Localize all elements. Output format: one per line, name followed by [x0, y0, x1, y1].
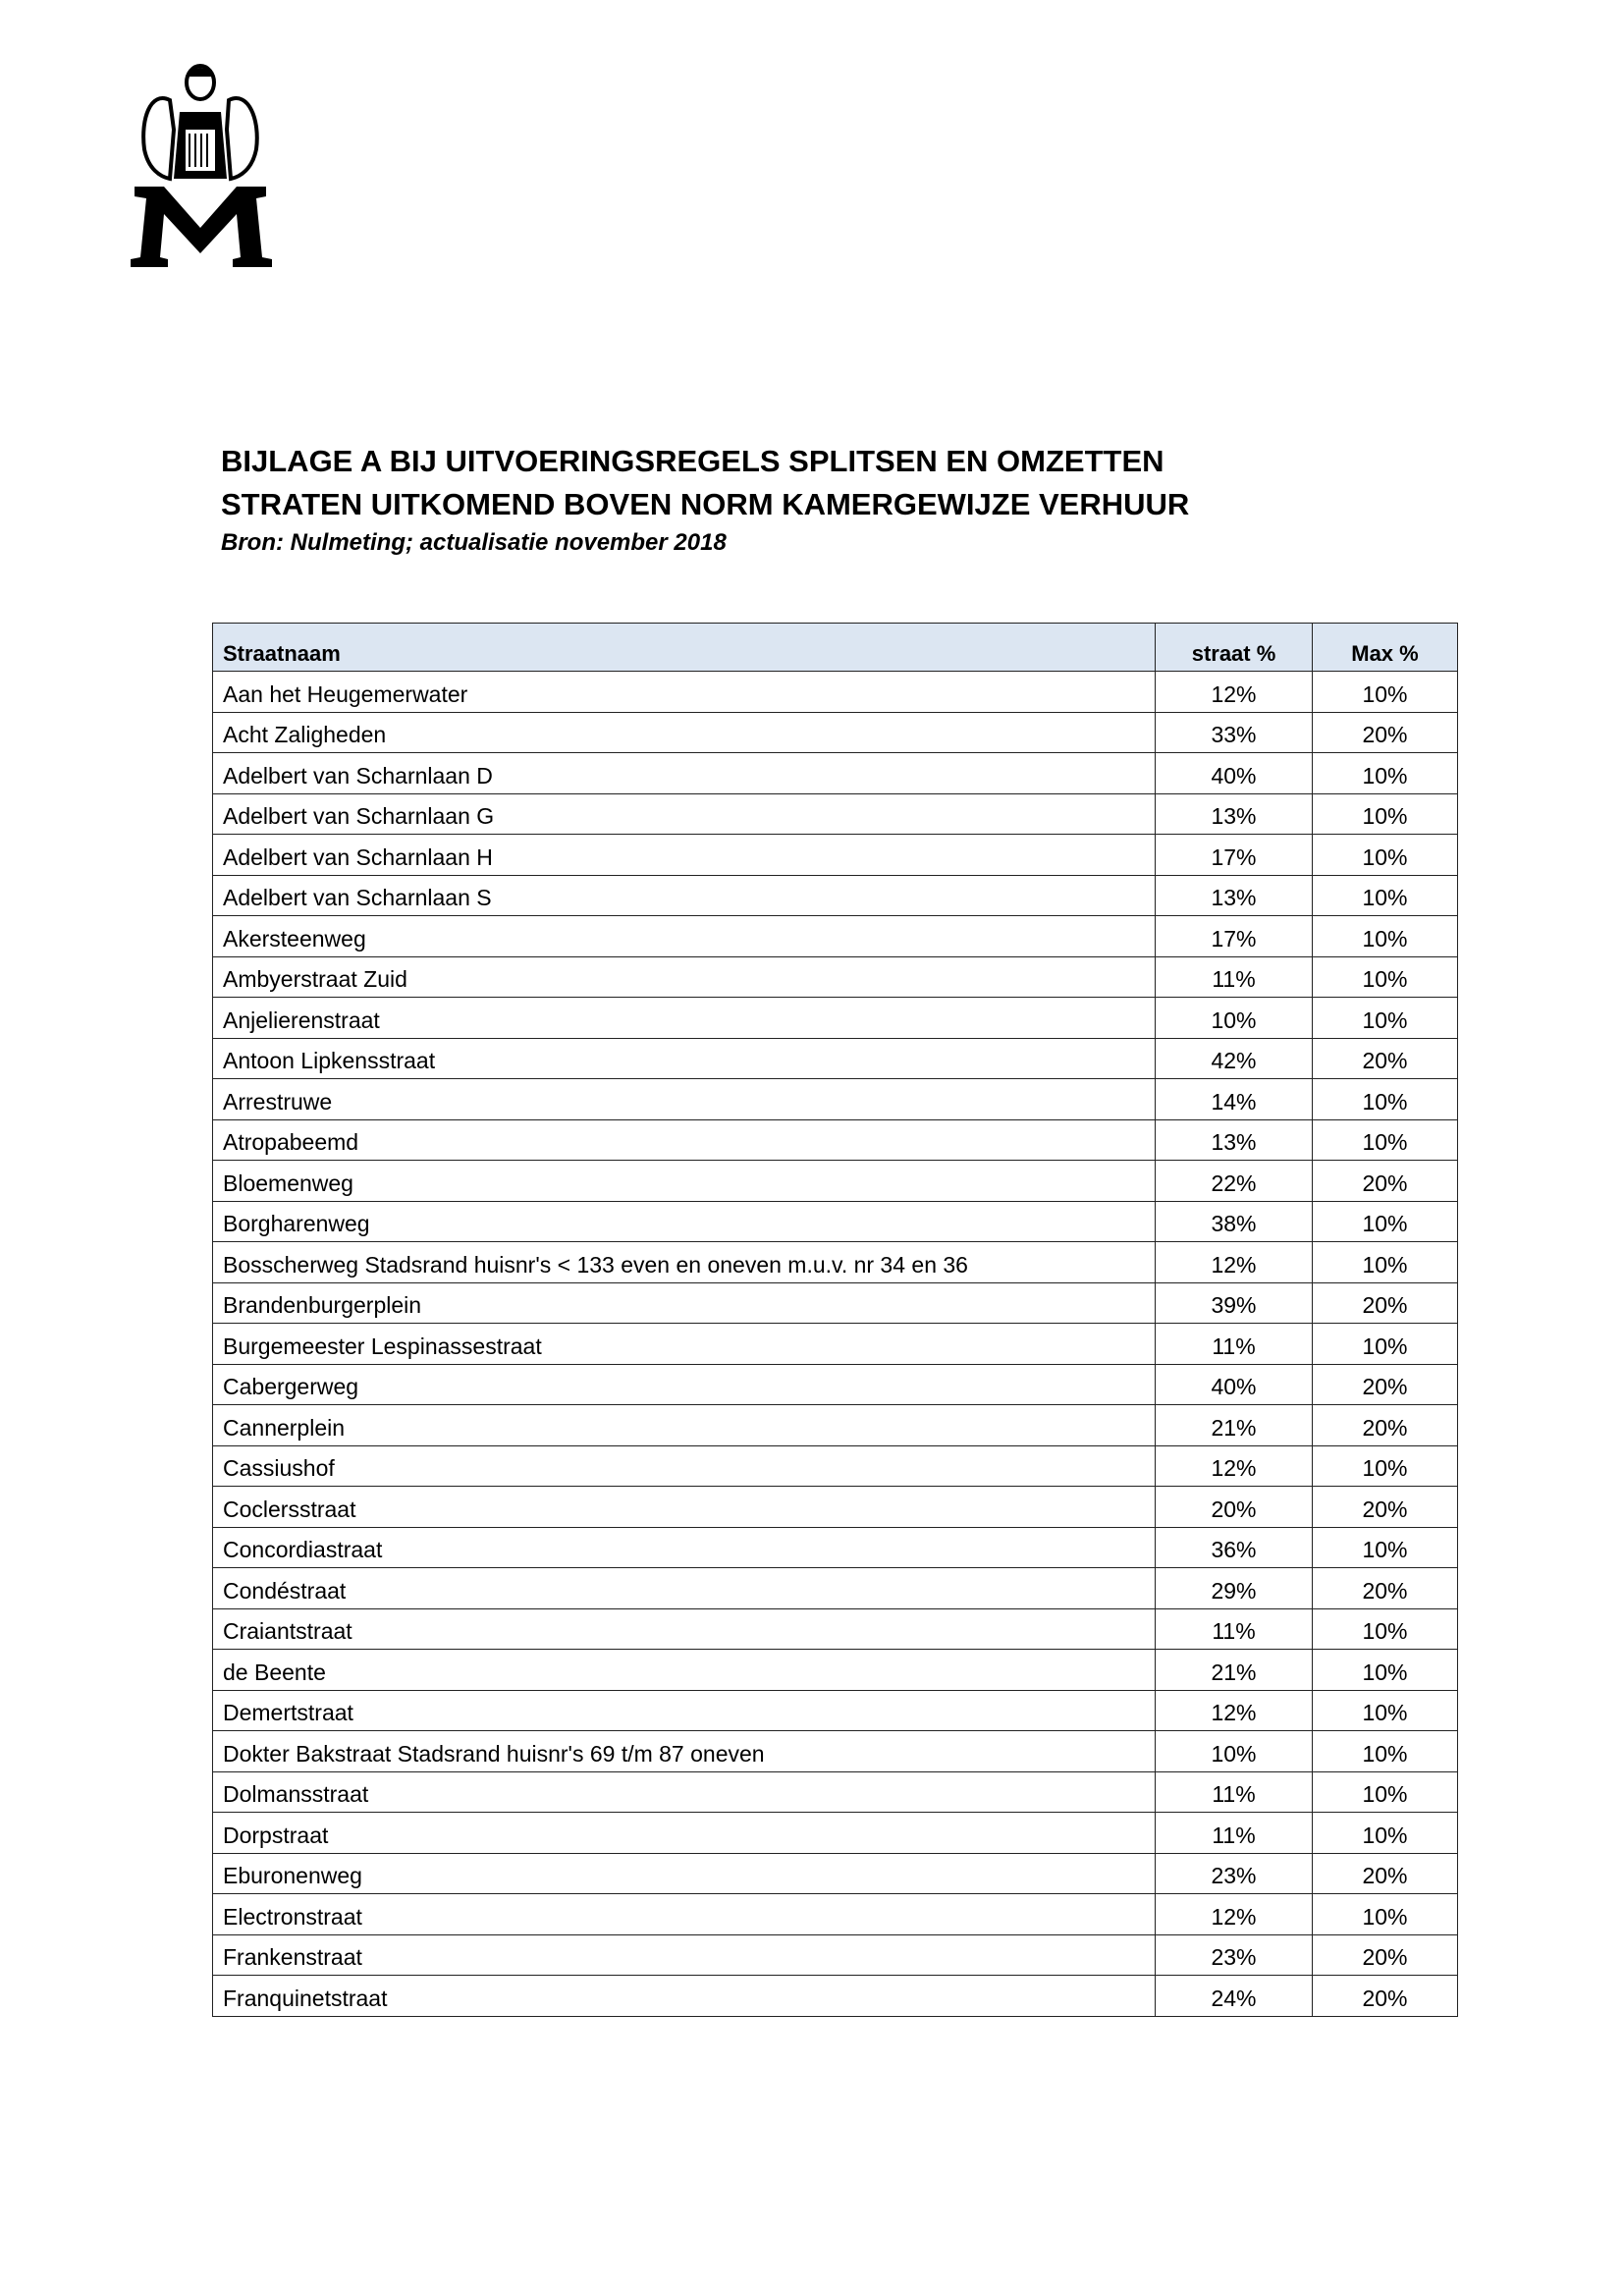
header-max-percent: Max % [1313, 624, 1458, 672]
table-row [213, 1527, 1458, 1568]
straat-percent-cell: 22% [1156, 1161, 1313, 1202]
angel-m-logo-icon [131, 61, 276, 269]
straat-percent-cell: 12% [1156, 1445, 1313, 1487]
street-name-cell: Adelbert van Scharnlaan G [213, 793, 1156, 835]
table-row [213, 1976, 1458, 2017]
street-name-cell: de Beente [213, 1650, 1156, 1691]
street-name-cell: Cabergerweg [213, 1364, 1156, 1405]
header-straatnaam: Straatnaam [213, 624, 1156, 672]
table-row [213, 1324, 1458, 1365]
max-percent-cell: 20% [1313, 1934, 1458, 1976]
table-row [213, 1853, 1458, 1894]
straat-percent-cell: 13% [1156, 875, 1313, 916]
max-percent-cell: 20% [1313, 1282, 1458, 1324]
table-row [213, 1405, 1458, 1446]
max-percent-cell: 10% [1313, 1650, 1458, 1691]
straat-percent-cell: 10% [1156, 1731, 1313, 1772]
streets-table [212, 623, 1458, 2017]
table-row [213, 1079, 1458, 1120]
street-name-cell: Eburonenweg [213, 1853, 1156, 1894]
street-name-cell: Aan het Heugemerwater [213, 672, 1156, 713]
max-percent-cell: 10% [1313, 875, 1458, 916]
straat-percent-cell: 11% [1156, 1608, 1313, 1650]
street-name-cell: Antoon Lipkensstraat [213, 1038, 1156, 1079]
angel-m-logo [131, 61, 276, 269]
max-percent-cell: 10% [1313, 672, 1458, 713]
street-name-cell: Arrestruwe [213, 1079, 1156, 1120]
max-percent-cell: 10% [1313, 1771, 1458, 1813]
table-row [213, 793, 1458, 835]
straat-percent-cell: 10% [1156, 998, 1313, 1039]
table-row [213, 753, 1458, 794]
max-percent-cell: 20% [1313, 712, 1458, 753]
street-name-cell: Acht Zaligheden [213, 712, 1156, 753]
max-percent-cell: 10% [1313, 1813, 1458, 1854]
straat-percent-cell: 12% [1156, 1690, 1313, 1731]
street-name-cell: Concordiastraat [213, 1527, 1156, 1568]
table-row [213, 956, 1458, 998]
max-percent-cell: 10% [1313, 1690, 1458, 1731]
straat-percent-cell: 13% [1156, 793, 1313, 835]
straat-percent-cell: 11% [1156, 956, 1313, 998]
table-row [213, 1038, 1458, 1079]
max-percent-cell: 10% [1313, 1731, 1458, 1772]
max-percent-cell: 20% [1313, 1853, 1458, 1894]
street-name-cell: Bosscherweg Stadsrand huisnr's < 133 even en oneven m.u.v. nr 34 en 36 [213, 1242, 1156, 1283]
max-percent-cell: 20% [1313, 1038, 1458, 1079]
street-name-cell: Dolmansstraat [213, 1771, 1156, 1813]
max-percent-cell: 10% [1313, 1445, 1458, 1487]
table-row [213, 1445, 1458, 1487]
table-row [213, 1161, 1458, 1202]
table-row [213, 916, 1458, 957]
straat-percent-cell: 40% [1156, 1364, 1313, 1405]
street-name-cell: Condéstraat [213, 1568, 1156, 1609]
table-row [213, 1650, 1458, 1691]
table-row [213, 672, 1458, 713]
straat-percent-cell: 23% [1156, 1934, 1313, 1976]
street-name-cell: Ambyerstraat Zuid [213, 956, 1156, 998]
street-name-cell: Craiantstraat [213, 1608, 1156, 1650]
straat-percent-cell: 17% [1156, 835, 1313, 876]
table-row [213, 835, 1458, 876]
max-percent-cell: 20% [1313, 1364, 1458, 1405]
street-name-cell: Anjelierenstraat [213, 998, 1156, 1039]
table-row [213, 1282, 1458, 1324]
straat-percent-cell: 14% [1156, 1079, 1313, 1120]
straat-percent-cell: 21% [1156, 1650, 1313, 1691]
street-name-cell: Cassiushof [213, 1445, 1156, 1487]
max-percent-cell: 10% [1313, 1527, 1458, 1568]
straat-percent-cell: 36% [1156, 1527, 1313, 1568]
straat-percent-cell: 39% [1156, 1282, 1313, 1324]
table-row [213, 1894, 1458, 1935]
straat-percent-cell: 24% [1156, 1976, 1313, 2017]
street-name-cell: Brandenburgerplein [213, 1282, 1156, 1324]
table-row [213, 1487, 1458, 1528]
source-note: Bron: Nulmeting; actualisatie november 2018 [221, 529, 727, 556]
street-name-cell: Atropabeemd [213, 1119, 1156, 1161]
max-percent-cell: 20% [1313, 1405, 1458, 1446]
street-name-cell: Dorpstraat [213, 1813, 1156, 1854]
table-row [213, 1608, 1458, 1650]
straat-percent-cell: 23% [1156, 1853, 1313, 1894]
max-percent-cell: 10% [1313, 835, 1458, 876]
max-percent-cell: 10% [1313, 1242, 1458, 1283]
table-header-row [213, 624, 1458, 672]
max-percent-cell: 10% [1313, 793, 1458, 835]
street-name-cell: Borgharenweg [213, 1201, 1156, 1242]
straat-percent-cell: 38% [1156, 1201, 1313, 1242]
straat-percent-cell: 29% [1156, 1568, 1313, 1609]
max-percent-cell: 10% [1313, 1608, 1458, 1650]
table-row [213, 998, 1458, 1039]
street-name-cell: Cannerplein [213, 1405, 1156, 1446]
table-row [213, 1201, 1458, 1242]
straat-percent-cell: 12% [1156, 1242, 1313, 1283]
street-name-cell: Adelbert van Scharnlaan D [213, 753, 1156, 794]
street-name-cell: Frankenstraat [213, 1934, 1156, 1976]
straat-percent-cell: 33% [1156, 712, 1313, 753]
street-name-cell: Demertstraat [213, 1690, 1156, 1731]
straat-percent-cell: 21% [1156, 1405, 1313, 1446]
street-name-cell: Adelbert van Scharnlaan H [213, 835, 1156, 876]
straat-percent-cell: 20% [1156, 1487, 1313, 1528]
max-percent-cell: 20% [1313, 1487, 1458, 1528]
straat-percent-cell: 12% [1156, 1894, 1313, 1935]
straat-percent-cell: 40% [1156, 753, 1313, 794]
table-row [213, 1771, 1458, 1813]
table-row [213, 1731, 1458, 1772]
straat-percent-cell: 12% [1156, 672, 1313, 713]
max-percent-cell: 10% [1313, 916, 1458, 957]
straat-percent-cell: 17% [1156, 916, 1313, 957]
table-row [213, 1934, 1458, 1976]
straat-percent-cell: 13% [1156, 1119, 1313, 1161]
title-line-1: BIJLAGE A BIJ UITVOERINGSREGELS SPLITSEN EN OMZETTEN [221, 444, 1164, 478]
street-name-cell: Coclersstraat [213, 1487, 1156, 1528]
table-row [213, 1364, 1458, 1405]
title-line-2: STRATEN UITKOMEND BOVEN NORM KAMERGEWIJZE VERHUUR [221, 487, 1190, 521]
street-name-cell: Bloemenweg [213, 1161, 1156, 1202]
max-percent-cell: 10% [1313, 1201, 1458, 1242]
max-percent-cell: 10% [1313, 1894, 1458, 1935]
straat-percent-cell: 11% [1156, 1324, 1313, 1365]
max-percent-cell: 10% [1313, 998, 1458, 1039]
street-name-cell: Adelbert van Scharnlaan S [213, 875, 1156, 916]
straat-percent-cell: 42% [1156, 1038, 1313, 1079]
table-row [213, 875, 1458, 916]
max-percent-cell: 10% [1313, 956, 1458, 998]
max-percent-cell: 20% [1313, 1161, 1458, 1202]
max-percent-cell: 10% [1313, 753, 1458, 794]
header-straat-percent: straat % [1156, 624, 1313, 672]
max-percent-cell: 10% [1313, 1324, 1458, 1365]
street-name-cell: Burgemeester Lespinassestraat [213, 1324, 1156, 1365]
table-row [213, 1119, 1458, 1161]
max-percent-cell: 10% [1313, 1119, 1458, 1161]
table-row [213, 712, 1458, 753]
max-percent-cell: 20% [1313, 1976, 1458, 2017]
max-percent-cell: 10% [1313, 1079, 1458, 1120]
table-row [213, 1690, 1458, 1731]
street-name-cell: Dokter Bakstraat Stadsrand huisnr's 69 t/m 87 oneven [213, 1731, 1156, 1772]
street-name-cell: Akersteenweg [213, 916, 1156, 957]
street-name-cell: Electronstraat [213, 1894, 1156, 1935]
straat-percent-cell: 11% [1156, 1771, 1313, 1813]
table-row [213, 1568, 1458, 1609]
document-heading [221, 440, 1497, 560]
straat-percent-cell: 11% [1156, 1813, 1313, 1854]
street-name-cell: Franquinetstraat [213, 1976, 1156, 2017]
max-percent-cell: 20% [1313, 1568, 1458, 1609]
table-row [213, 1242, 1458, 1283]
table-row [213, 1813, 1458, 1854]
